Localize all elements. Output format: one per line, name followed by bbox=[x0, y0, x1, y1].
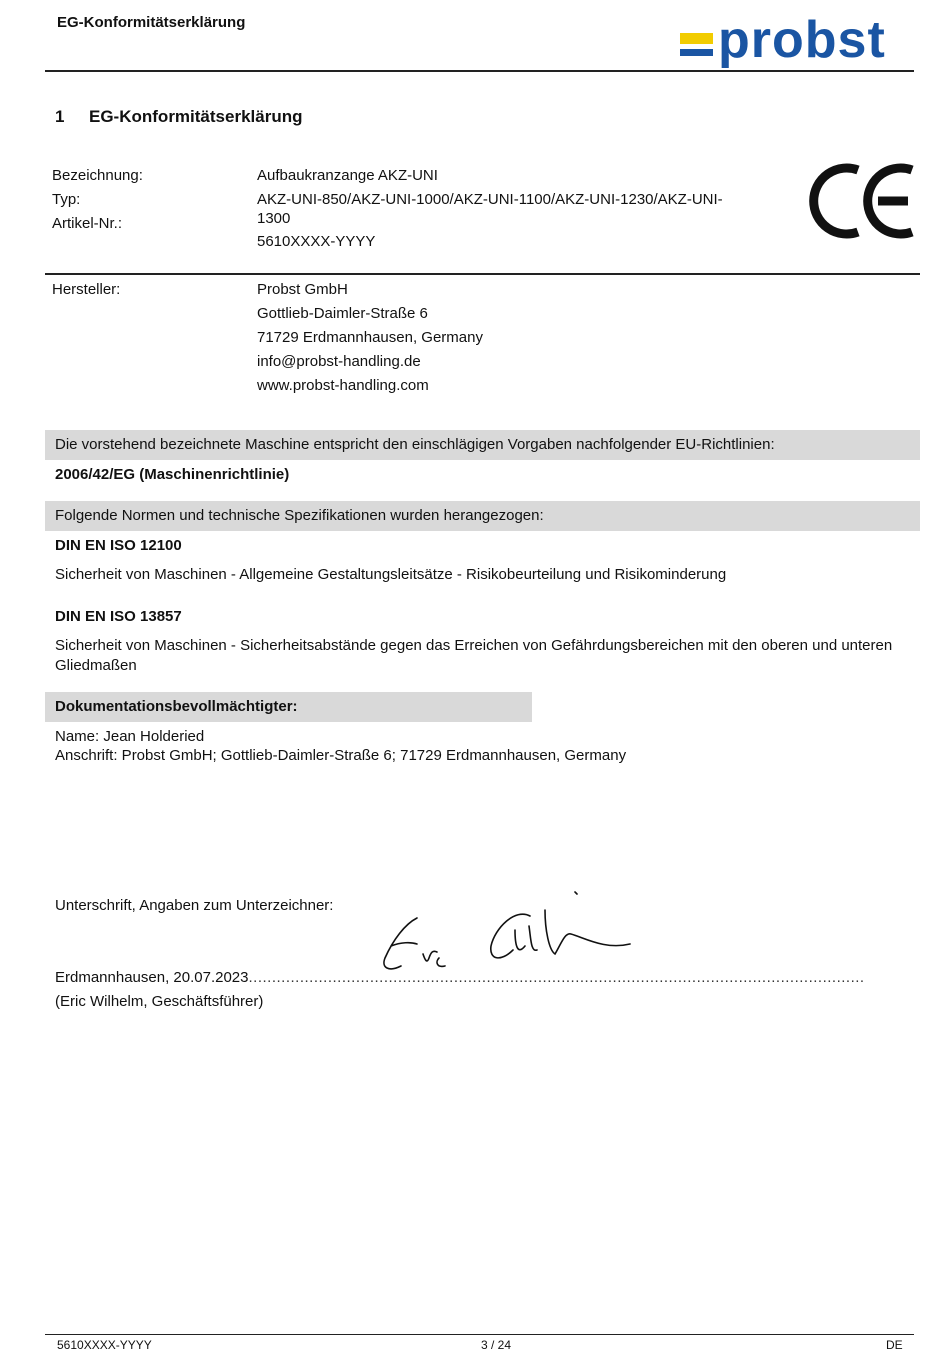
manufacturer-address bbox=[257, 278, 483, 398]
footer-rule bbox=[45, 1334, 914, 1335]
probst-logo bbox=[680, 11, 908, 69]
handwritten-signature bbox=[375, 880, 640, 980]
manufacturer-email: info@probst-handling.de bbox=[257, 353, 421, 370]
product-type-line2: 1300 bbox=[257, 210, 291, 227]
label-type: Typ: bbox=[52, 191, 81, 208]
manufacturer-website: www.probst-handling.com bbox=[257, 377, 429, 394]
section-title-text: EG-Konformitätserklärung bbox=[89, 107, 303, 126]
footer-page-number: 3 / 24 bbox=[481, 1338, 512, 1352]
product-type-line1: AKZ-UNI-850/AKZ-UNI-1000/AKZ-UNI-1100/AKZ-UNI-1230/AKZ-UNI- bbox=[257, 191, 723, 208]
standards-heading: Folgende Normen und technische Spezifikationen wurden herangezogen: bbox=[45, 501, 920, 531]
documentation-name: Name: Jean Holderied bbox=[55, 728, 205, 745]
logo-text: probst bbox=[718, 11, 886, 69]
manufacturer-label: Hersteller: bbox=[52, 281, 121, 298]
footer-language: DE bbox=[886, 1338, 903, 1352]
header-title: EG-Konformitätserklärung bbox=[57, 14, 246, 31]
logo-bar-yellow bbox=[680, 33, 713, 44]
footer-doc-no: 5610XXXX-YYYY bbox=[57, 1338, 152, 1352]
standard-description: Sicherheit von Maschinen - Sicherheitsabstände gegen das Erreichen von Gefährdungsbereichen mit den oberen und unteren Gliedmaßen bbox=[55, 637, 893, 674]
documentation-heading: Dokumentationsbevollmächtigter: bbox=[45, 692, 532, 722]
signature-label: Unterschrift, Angaben zum Unterzeichner: bbox=[55, 897, 334, 914]
standard-code: DIN EN ISO 13857 bbox=[55, 608, 182, 625]
place-date: Erdmannhausen, 20.07.2023 bbox=[55, 969, 249, 986]
ce-mark-icon bbox=[812, 160, 918, 242]
logo-bar-blue bbox=[680, 49, 713, 56]
product-designation: Aufbaukranzange AKZ-UNI bbox=[257, 167, 438, 184]
documentation-address: Anschrift: Probst GmbH; Gottlieb-Daimler-Straße 6; 71729 Erdmannhausen, Germany bbox=[55, 747, 627, 764]
product-article-no: 5610XXXX-YYYY bbox=[257, 233, 376, 250]
section-number: 1 bbox=[55, 107, 65, 126]
rule-manufacturer bbox=[45, 273, 920, 275]
standard-description: Sicherheit von Maschinen - Allgemeine Gestaltungsleitsätze - Risikobeurteilung und Risikominderung bbox=[55, 566, 727, 583]
directive-item: 2006/42/EG (Maschinenrichtlinie) bbox=[55, 466, 290, 483]
manufacturer-name: Probst GmbH bbox=[257, 281, 348, 298]
manufacturer-city: 71729 Erdmannhausen, Germany bbox=[257, 329, 483, 346]
label-designation: Bezeichnung: bbox=[52, 167, 143, 184]
product-labels bbox=[52, 164, 143, 236]
product-type bbox=[257, 188, 797, 228]
signer-name: (Eric Wilhelm, Geschäftsführer) bbox=[55, 993, 264, 1010]
directives-heading: Die vorstehend bezeichnete Maschine entspricht den einschlägigen Vorgaben nachfolgender EU-Richtlinien: bbox=[45, 430, 920, 460]
label-article: Artikel-Nr.: bbox=[52, 215, 123, 232]
signature-dotted-line: .................................................................................................................................... bbox=[248, 969, 865, 986]
standard-code: DIN EN ISO 12100 bbox=[55, 537, 182, 554]
product-values bbox=[257, 164, 797, 254]
signature-place-date bbox=[55, 968, 865, 988]
manufacturer-street: Gottlieb-Daimler-Straße 6 bbox=[257, 305, 428, 322]
section-title bbox=[55, 107, 302, 127]
header-rule bbox=[45, 70, 914, 72]
